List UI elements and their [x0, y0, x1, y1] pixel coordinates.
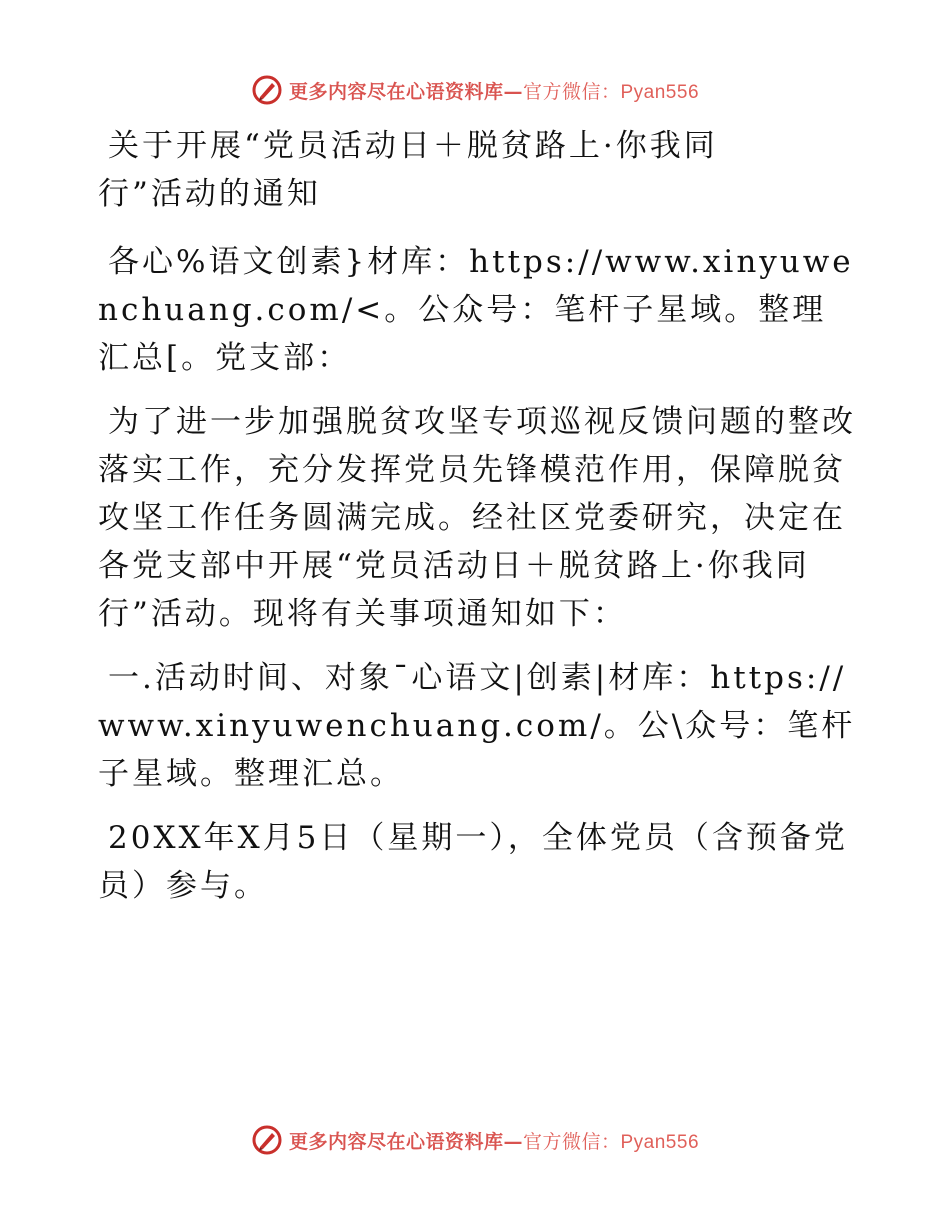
- pen-logo-icon: [251, 74, 283, 106]
- paragraph-time: 20XX年X月5日（星期一），全体党员（含预备党员）参与。: [98, 820, 848, 904]
- header-banner-text: 更多内容尽在心语资料库—官方微信：Pyan556: [288, 80, 700, 103]
- paragraph-source-1: 各心%语文创素}材库：https://www.xinyuwenchuang.com/<。公众号：笔杆子星域。整理汇总[。党支部：: [98, 244, 854, 376]
- footer-banner-text: 更多内容尽在心语资料库—官方微信：Pyan556: [288, 1130, 700, 1153]
- header-watermark-banner: [0, 70, 950, 110]
- document-title: 关于开展“党员活动日＋脱贫路上·你我同行”活动的通知: [98, 128, 718, 212]
- footer-watermark-banner: [0, 1120, 950, 1160]
- document-body: [98, 122, 858, 926]
- section-heading-1: 一.活动时间、对象¯心语文|创素|材库：https://www.xinyuwenchuang.com/。公\众号：笔杆子星域。整理汇总。: [98, 660, 856, 792]
- pen-logo-icon: [251, 1124, 283, 1156]
- paragraph-intro: 为了进一步加强脱贫攻坚专项巡视反馈问题的整改落实工作，充分发挥党员先锋模范作用，保障脱贫攻坚工作任务圆满完成。经社区党委研究，决定在各党支部中开展“党员活动日＋脱贫路上·你我同行”活动。现将有关事项通知如下：: [98, 404, 856, 632]
